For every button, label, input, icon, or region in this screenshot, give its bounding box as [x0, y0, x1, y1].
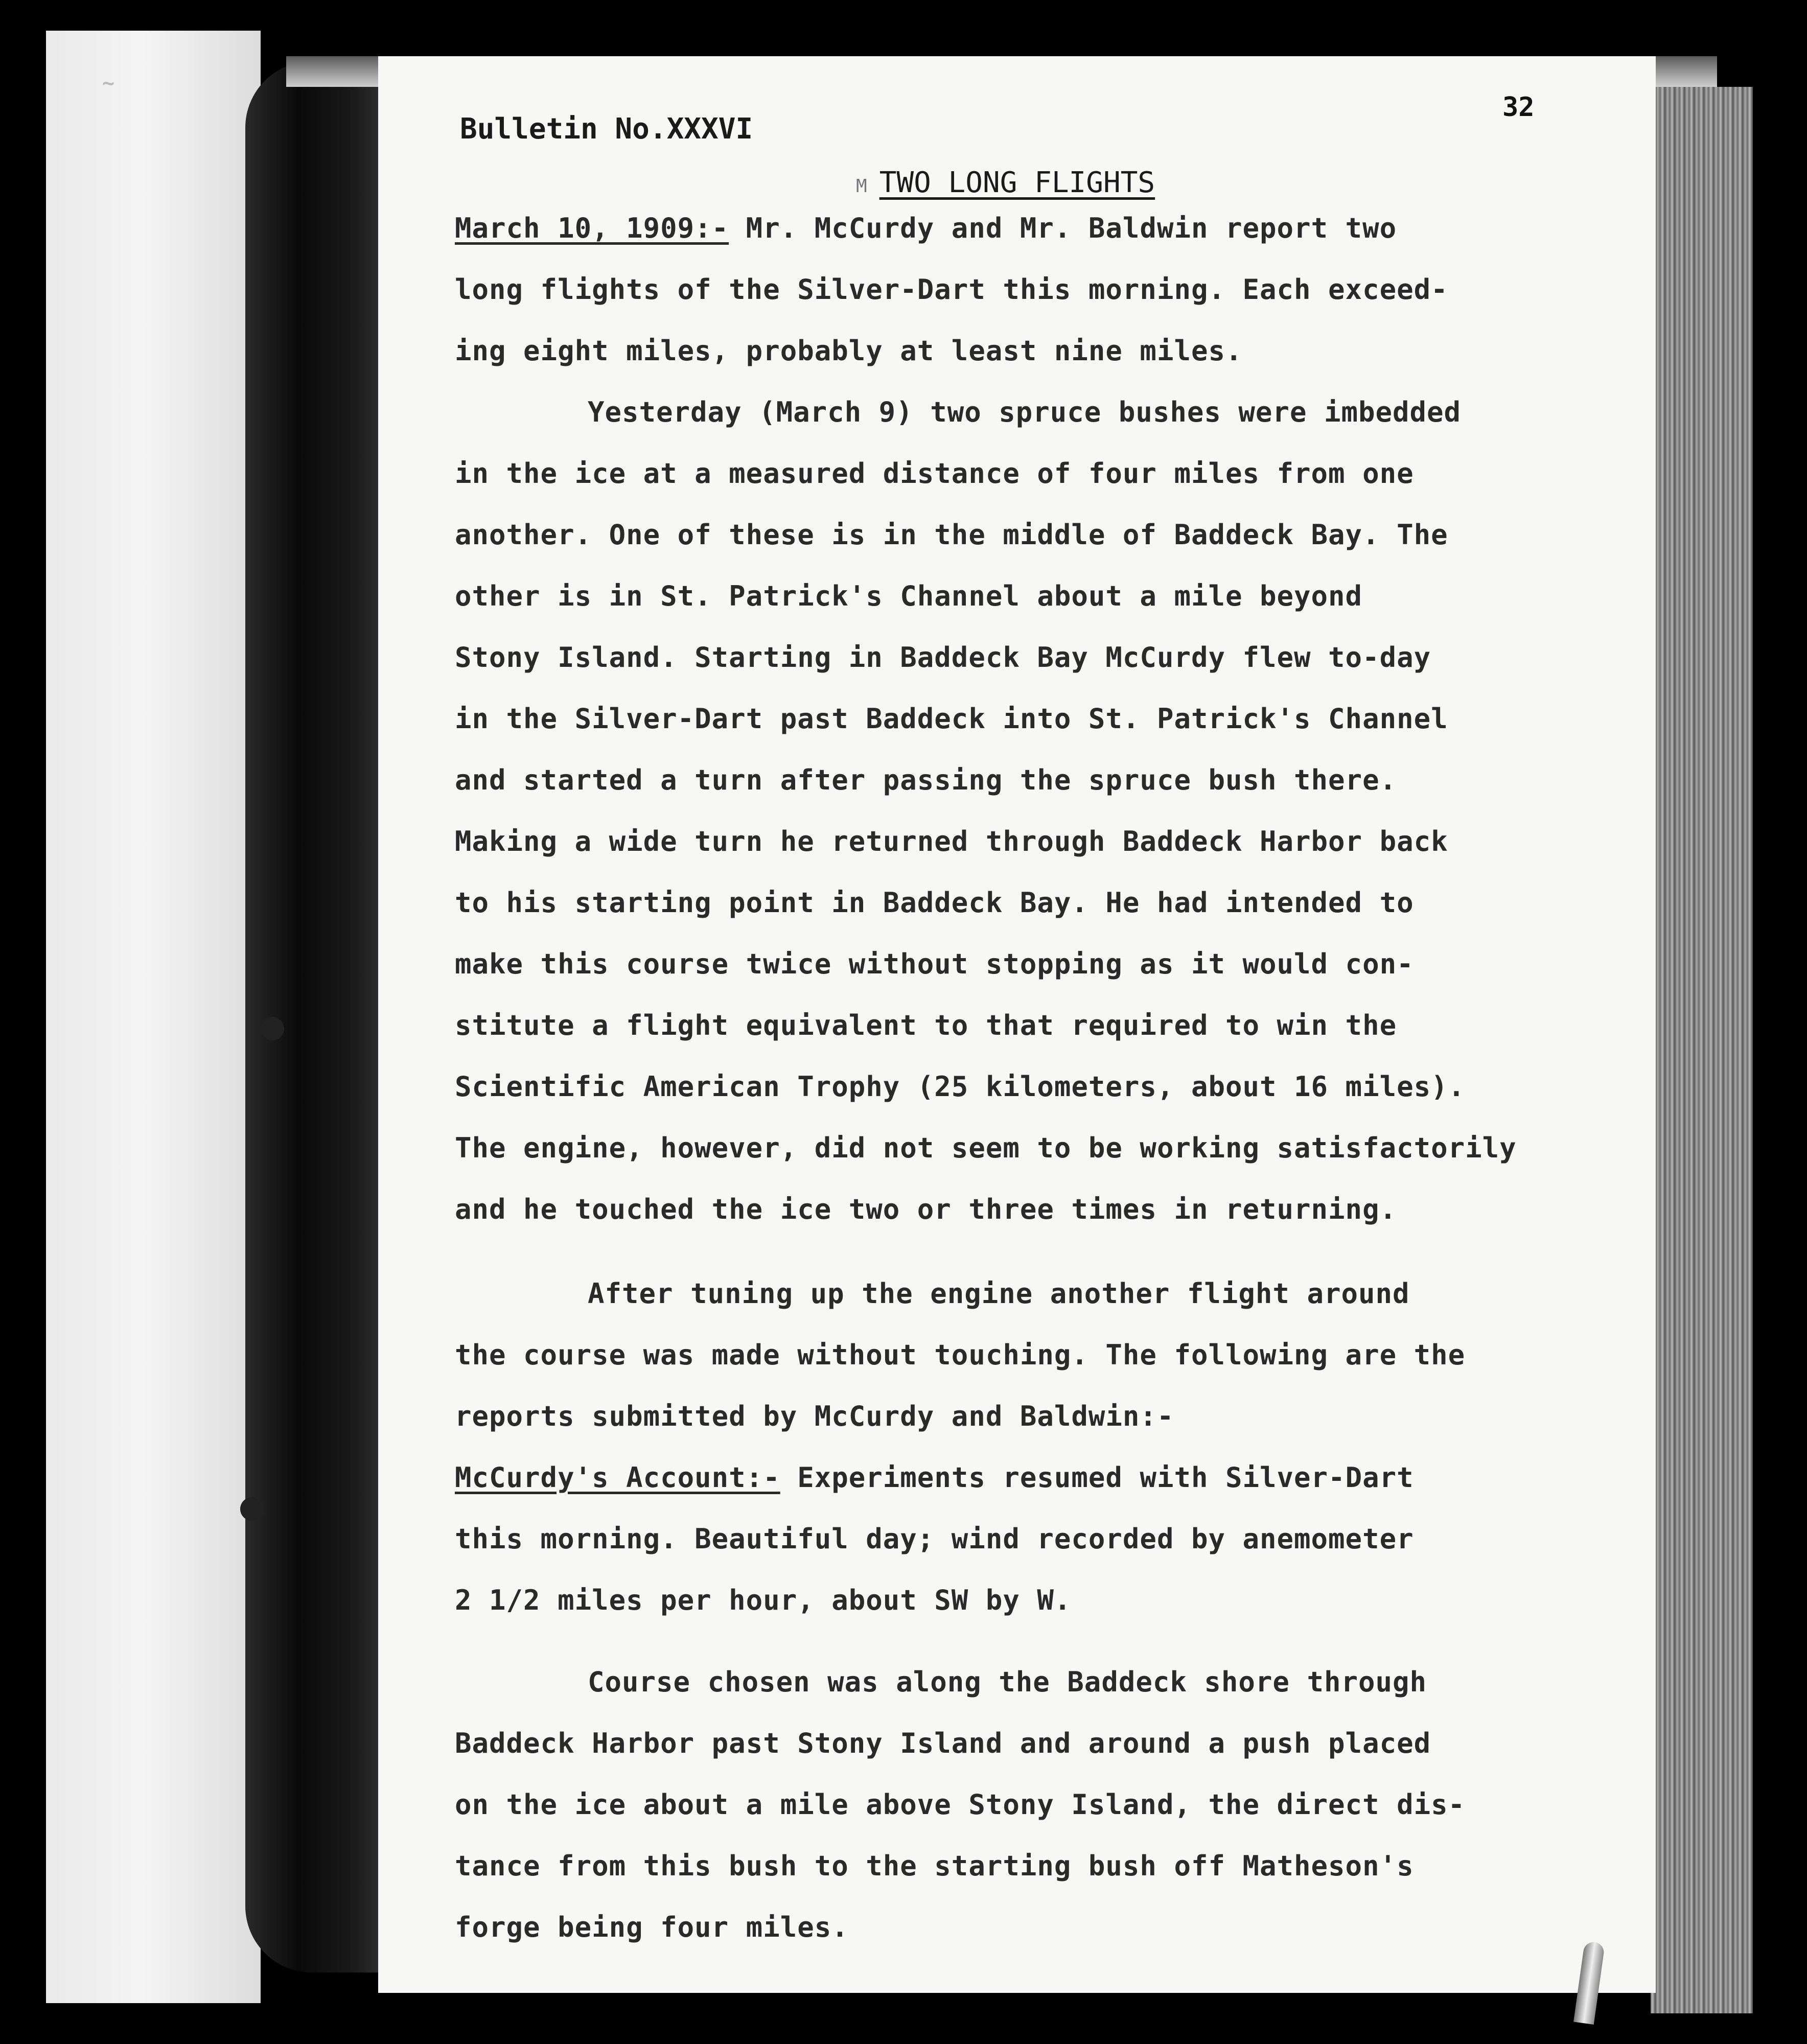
text-line: reports submitted by McCurdy and Baldwin:-: [455, 1400, 1174, 1432]
title-margin-mark: M: [856, 176, 867, 197]
date-label: March 10, 1909:-: [455, 212, 729, 244]
text-line: the course was made without touching. The following are the: [455, 1339, 1466, 1371]
page-number: 32: [1502, 92, 1535, 123]
account-label: McCurdy's Account:-: [455, 1461, 780, 1494]
text-line: other is in St. Patrick's Channel about a mile beyond: [455, 580, 1363, 612]
text-line: Scientific American Trophy (25 kilometers, about 16 miles).: [455, 1071, 1466, 1103]
line-text: Mr. McCurdy and Mr. Baldwin report two: [729, 212, 1397, 244]
text-line: Making a wide turn he returned through Baddeck Harbor back: [455, 825, 1448, 857]
text-line: make this course twice without stopping as it would con-: [455, 948, 1414, 980]
text-line: After tuning up the engine another flight around: [588, 1278, 1410, 1310]
text-line: on the ice about a mile above Stony Island, the direct dis-: [455, 1788, 1466, 1821]
line-text: Experiments resumed with Silver-Dart: [780, 1461, 1414, 1494]
binding-ring: [261, 1017, 284, 1040]
text-line: Stony Island. Starting in Baddeck Bay McCurdy flew to-day: [455, 641, 1431, 673]
text-line: and he touched the ice two or three times in returning.: [455, 1193, 1397, 1225]
page-edges: [1651, 87, 1753, 2013]
book-binding: [245, 61, 399, 1972]
title-block: [856, 166, 1155, 199]
bulletin-heading: Bulletin No.XXXVI: [460, 112, 753, 146]
document-page: [378, 56, 1656, 1993]
text-line: ing eight miles, probably at least nine miles.: [455, 335, 1243, 367]
text-line: Course chosen was along the Baddeck shore through: [588, 1666, 1427, 1698]
text-line: to his starting point in Baddeck Bay. He had intended to: [455, 887, 1414, 919]
text-line: in the Silver-Dart past Baddeck into St. Patrick's Channel: [455, 703, 1448, 735]
text-line: another. One of these is in the middle of Baddeck Bay. The: [455, 519, 1448, 551]
text-line: The engine, however, did not seem to be working satisfactorily: [455, 1132, 1517, 1164]
text-line: Baddeck Harbor past Stony Island and around a push placed: [455, 1727, 1431, 1759]
text-line: 2 1/2 miles per hour, about SW by W.: [455, 1584, 1072, 1616]
faint-bleed-text: ~: [102, 72, 116, 95]
text-line: stitute a flight equivalent to that required to win the: [455, 1009, 1397, 1041]
text-line: [455, 1461, 1414, 1494]
document-title: TWO LONG FLIGHTS: [879, 166, 1155, 199]
text-line: long flights of the Silver-Dart this morning. Each exceed-: [455, 273, 1448, 306]
text-line: and started a turn after passing the spruce bush there.: [455, 764, 1397, 796]
text-line: Yesterday (March 9) two spruce bushes were imbedded: [588, 396, 1462, 428]
text-line: in the ice at a measured distance of four miles from one: [455, 457, 1414, 490]
binding-ring: [240, 1497, 264, 1521]
text-line: tance from this bush to the starting bush off Matheson's: [455, 1850, 1414, 1882]
text-line: forge being four miles.: [455, 1911, 849, 1943]
text-line: [455, 212, 1397, 244]
facing-page-strip: [46, 31, 261, 2003]
text-line: this morning. Beautiful day; wind recorded by anemometer: [455, 1523, 1414, 1555]
